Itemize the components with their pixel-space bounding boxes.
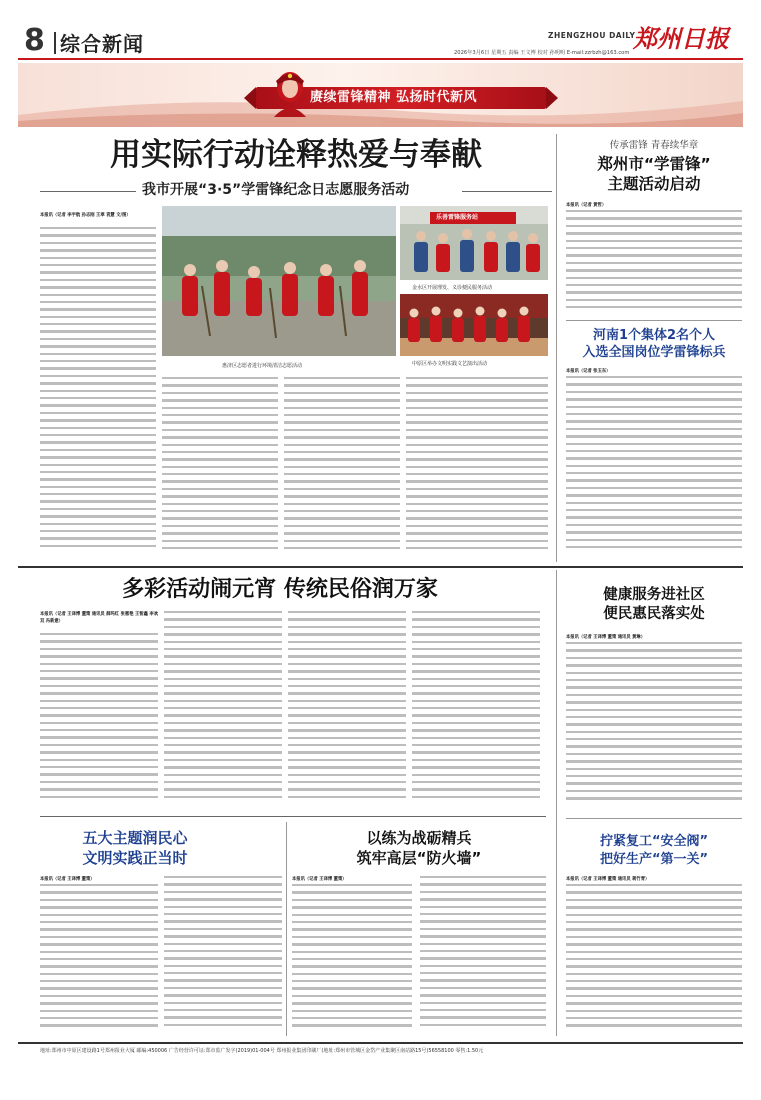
- page-number: 8: [24, 23, 45, 58]
- column-divider-top: [556, 134, 557, 562]
- lead-col4-lines: [406, 377, 548, 562]
- lead-photo-art-performance: [400, 294, 548, 356]
- lead-subhead-rule-left: [40, 191, 136, 192]
- story3-col2-lines: [164, 611, 282, 811]
- section-rule-1: [18, 566, 743, 568]
- masthead-rule: [18, 58, 743, 60]
- lei-feng-banner: [18, 63, 743, 127]
- footer-rule: [18, 1042, 743, 1044]
- paper-logo: 郑州日报: [633, 24, 729, 53]
- masthead: [0, 0, 761, 60]
- story6-intro: 本报讯（记者 王译博 董策）: [292, 877, 347, 882]
- lead-intro: 本报讯（记者 李宇航 孙志刚 王翠 袁慧 文/图）: [40, 213, 131, 218]
- lead-photo1-caption: 惠济区志愿者进行环境清洁志愿活动: [222, 363, 303, 369]
- page-number-divider: [54, 32, 56, 54]
- date-line: 2026年3月6日 星期五 责编 王文博 校对 孙明明 E-mail:zzrbzh@163.com: [454, 50, 630, 56]
- side1-intro: 本报讯（记者 黄哲）: [566, 203, 607, 208]
- lead-col1-lines: [40, 227, 156, 562]
- story6-headline-line2: 筑牢高层“防火墙”: [356, 849, 482, 867]
- lead-photo-volunteers-cleaning: [162, 206, 396, 356]
- side2-headline-line1: 河南1个集体2名个人: [592, 328, 716, 343]
- story5-headline-line2: 文明实践正当时: [82, 849, 188, 867]
- paper-name-en: ZHENGZHOU DAILY: [548, 31, 636, 40]
- story5-headline-line1: 五大主题润民心: [82, 829, 188, 847]
- story4-lines: [566, 642, 742, 810]
- side1-lines: [566, 210, 742, 314]
- lead-col3-lines: [284, 377, 400, 562]
- side-divider-2: [566, 818, 742, 819]
- side-divider: [566, 320, 742, 321]
- story4-intro: 本报讯（记者 王译博 董策 通讯员 黄琳）: [566, 635, 646, 640]
- story5-col2-lines: [164, 876, 282, 1034]
- story3-col3-lines: [288, 611, 406, 811]
- side1-headline-line2: 主题活动启动: [607, 175, 701, 193]
- lead-photo2-banner-text: 乐善雷锋服务站: [436, 214, 479, 221]
- story6-col1-lines: [292, 884, 412, 1034]
- story4-headline-line2: 便民惠民落实处: [603, 606, 705, 622]
- lead-photo3-caption: 中原区举办文明实践文艺演出活动: [412, 361, 488, 367]
- story7-intro: 本报讯（记者 王译博 董策 通讯员 蒋竹青）: [566, 877, 650, 882]
- lead-subhead-rule-right: [462, 191, 552, 192]
- footer-info: 地址:郑州市中原区建设路1号郑州报业大厦 邮编:450006 广告经营许可证:郑市监广发字(2019)01-004号 郑州报业集团印刷厂(地址:郑州市管城区金岱产业集聚区南站路15号)56558100 零售:1.50元: [40, 1048, 484, 1054]
- side1-kicker: 传承雷锋 青春续华章: [609, 140, 699, 151]
- section-title: 综合新闻: [60, 32, 144, 56]
- column-divider-mid: [556, 570, 557, 1036]
- side1-headline-line1: 郑州市“学雷锋”: [597, 155, 711, 173]
- story7-lines: [566, 884, 742, 1034]
- column-divider-low: [286, 822, 287, 1036]
- story5-intro: 本报讯（记者 王译博 董策）: [40, 877, 95, 882]
- story6-col2-lines: [420, 876, 546, 1034]
- story7-headline-line2: 把好生产“第一关”: [599, 852, 709, 867]
- story3-col1-lines: [40, 633, 158, 811]
- side2-intro: 本报讯（记者 张玉东）: [566, 369, 611, 374]
- lei-feng-portrait-icon: [270, 65, 310, 117]
- lead-col2-lines: [162, 377, 278, 562]
- story3-intro: 本报讯（记者 王译博 董策 通讯员 薛玛红 张惠艳 王智鑫 李欢双 冯新意）: [40, 612, 158, 625]
- lead-photo2-caption: 金水区开展理发、义诊便民服务活动: [412, 285, 493, 291]
- lead-photo-free-services: [400, 206, 548, 280]
- side2-headline-line2: 入选全国岗位学雷锋标兵: [582, 345, 726, 360]
- lead-headline: 用实际行动诠释热爱与奉献: [110, 137, 482, 173]
- story4-headline-line1: 健康服务进社区: [603, 587, 705, 603]
- side2-lines: [566, 376, 742, 558]
- story6-headline-line1: 以练为战砺精兵: [366, 829, 472, 847]
- story7-headline-line1: 拧紧复工“安全阀”: [599, 834, 709, 849]
- story3-col4-lines: [412, 611, 540, 811]
- story3-headline: 多彩活动闹元宵 传统民俗润万家: [122, 577, 438, 602]
- lead-subhead: 我市开展“3·5”学雷锋纪念日志愿服务活动: [142, 182, 410, 198]
- section-rule-2: [40, 816, 546, 817]
- banner-slogan: 赓续雷锋精神 弘扬时代新风: [310, 90, 478, 105]
- story5-col1-lines: [40, 884, 158, 1034]
